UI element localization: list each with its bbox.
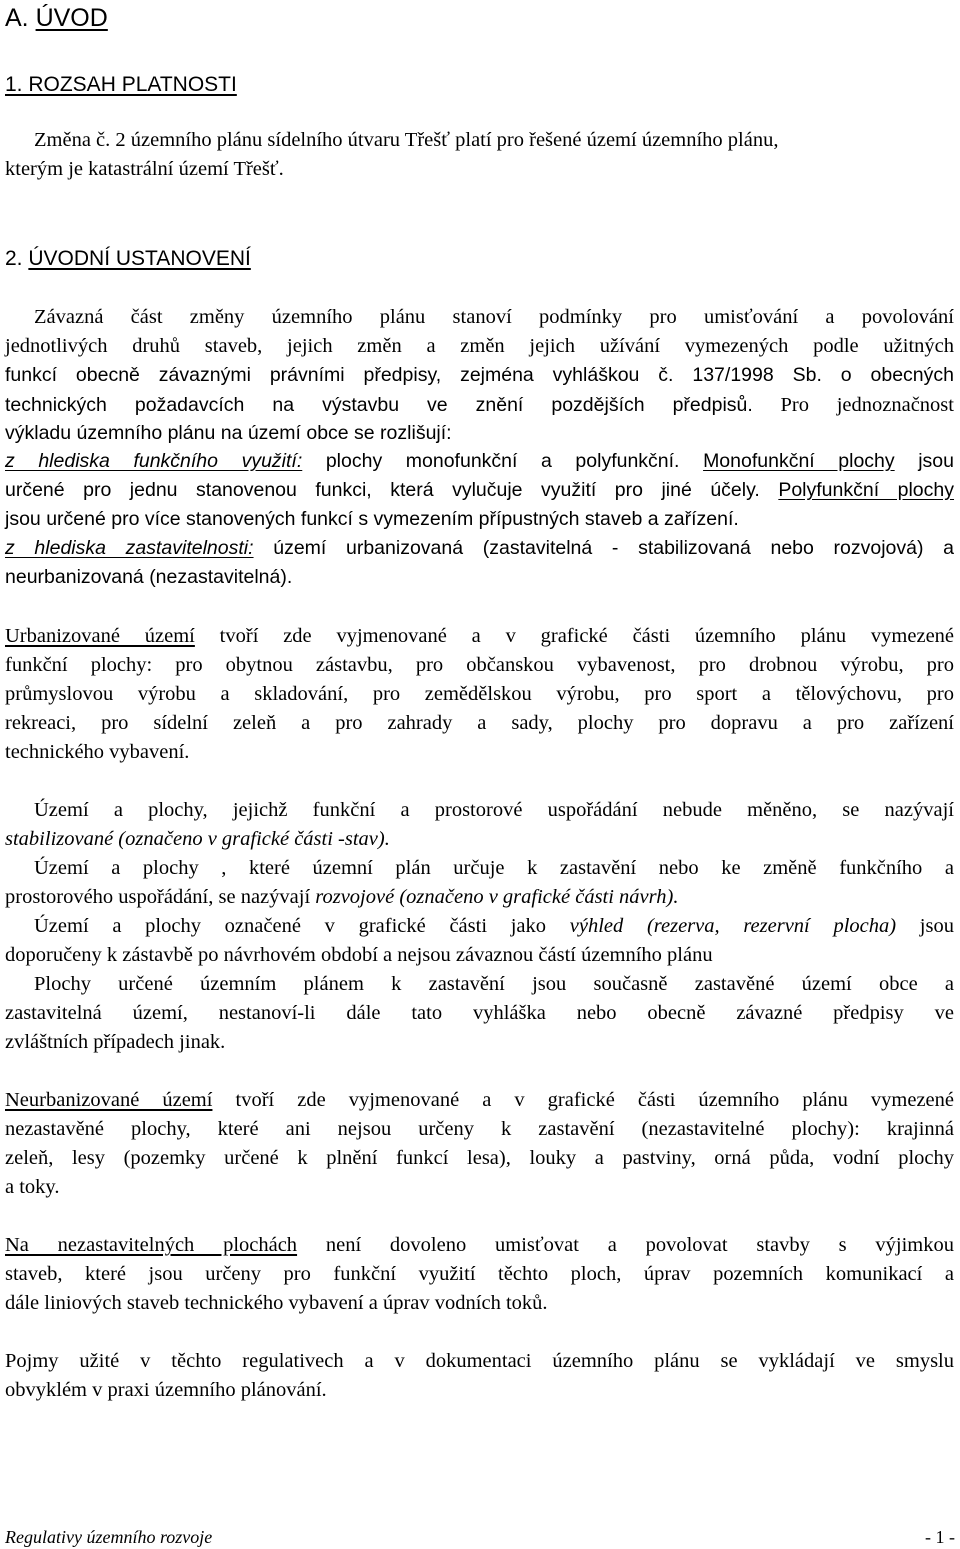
chapter-heading xyxy=(5,6,108,31)
nonbuild-line-1 xyxy=(5,1235,954,1256)
nonbuild-line-1-text: není dovoleno umisťovat a povolovat stavby s výjimkou xyxy=(297,1234,954,1256)
term-buildability: z hlediska zastavitelnosti: xyxy=(5,537,254,559)
intro-line-2: jednotlivých druhů staveb, jejich změn a změn jejich užívání vymezených podle užitných xyxy=(5,335,954,357)
nonurban-line-1 xyxy=(5,1090,954,1111)
urban-line-1-text: tvoří zde vyjmenované a v grafické části územního plánu vymezené xyxy=(194,625,955,647)
areas-line-5 xyxy=(34,916,954,937)
term-development: rozvojové (označeno v grafické části návrh). xyxy=(315,886,679,908)
intro-line-7 xyxy=(5,481,954,501)
term-monofunctional: Monofunkční plochy xyxy=(703,450,895,472)
term-polyfunctional: Polyfunkční plochy xyxy=(778,479,955,501)
areas-line-4 xyxy=(5,887,678,908)
intro-line-10: neurbanizovaná (nezastavitelná). xyxy=(5,566,293,588)
section-number: 2. xyxy=(5,247,29,270)
intro-line-7-text: určené pro jednu stanovenou funkci, která vylučuje využití pro jiné účely. xyxy=(5,479,779,501)
intro-line-8: jsou určené pro více stanovených funkcí s vymezením přípustných staveb a zařízení. xyxy=(5,508,739,530)
areas-line-8: zastavitelná území, nestanoví-li dále tato vyhláška nebo obecně závazné předpisy ve xyxy=(5,1002,954,1024)
intro-line-4-a: technických požadavcích na výstavbu ve znění pozdějších předpisů. xyxy=(5,394,753,416)
intro-line-4 xyxy=(5,395,954,416)
chapter-title: ÚVOD xyxy=(35,4,108,32)
urban-line-5: technického vybavení. xyxy=(5,741,190,763)
intro-line-9 xyxy=(5,539,954,559)
intro-line-3: funkcí obecně závaznými právními předpisy, zejména vyhláškou č. 137/1998 Sb. o obecných xyxy=(5,364,954,386)
intro-line-6-end: jsou xyxy=(894,450,955,472)
term-nonbuildable: Na nezastavitelných plochách xyxy=(5,1234,298,1256)
areas-line-3: Území a plochy , které územní plán určuje k zastavění nebo ke změně funkčního a xyxy=(34,857,954,879)
areas-line-7: Plochy určené územním plánem k zastavění jsou současně zastavěné území obce a xyxy=(34,973,954,995)
urban-line-3: průmyslovou výrobu a skladování, pro zemědělskou výrobu, pro sport a tělovýchovu, pro xyxy=(5,683,954,705)
nonurban-line-3: zeleň, lesy (pozemky určené k plnění funkcí lesa), louky a pastviny, orná půda, vodní plochy xyxy=(5,1147,954,1169)
nonbuild-line-3: dále liniových staveb technického vybavení a úprav vodních toků. xyxy=(5,1292,548,1314)
scope-line-2: kterým je katastrální území Třešť. xyxy=(5,158,284,180)
term-urbanized: Urbanizované území xyxy=(5,625,195,647)
areas-line-5-text: Území a plochy označené v grafické části jako xyxy=(34,915,570,937)
urban-line-2: funkční plochy: pro obytnou zástavbu, pro občanskou vybavenost, pro drobnou výrobu, pro xyxy=(5,654,954,676)
areas-line-6: doporučeny k zástavbě po návrhovém období a nejsou závaznou částí územního plánu xyxy=(5,944,713,966)
nonurban-line-2: nezastavěné plochy, které ani nejsou určeny k zastavění (nezastavitelné plochy): krajinná xyxy=(5,1118,954,1140)
section-heading-1: 1. ROZSAH PLATNOSTI xyxy=(5,73,237,96)
areas-line-5-end: jsou xyxy=(896,915,954,937)
areas-line-1: Území a plochy, jejichž funkční a prostorové uspořádání nebude měněno, se nazývají xyxy=(34,799,954,821)
areas-line-9: zvláštních případech jinak. xyxy=(5,1031,226,1053)
intro-line-6-text: plochy monofunkční a polyfunkční. xyxy=(302,450,704,472)
term-nonurbanized: Neurbanizované území xyxy=(5,1089,213,1111)
chapter-letter: A. xyxy=(5,4,36,32)
term-outlook: výhled (rezerva, rezervní plocha) xyxy=(569,915,897,937)
intro-line-5: výkladu územního plánu na území obce se rozlišují: xyxy=(5,422,452,444)
nonurban-line-1-text: tvoří zde vyjmenované a v grafické části územního plánu vymezené xyxy=(212,1089,954,1111)
section-heading-2 xyxy=(5,248,251,269)
intro-line-4-b: Pro jednoznačnost xyxy=(752,394,954,416)
urban-line-1 xyxy=(5,626,954,647)
nonurban-line-4: a toky. xyxy=(5,1176,60,1198)
term-functional-use: z hlediska funkčního využití: xyxy=(5,450,303,472)
nonbuild-line-2: staveb, které jsou určeny pro funkční využití těchto ploch, úprav pozemních komunikací a xyxy=(5,1263,954,1285)
page-footer xyxy=(5,1528,955,1546)
areas-line-2: stabilizované (označeno v grafické části -stav). xyxy=(5,828,390,850)
urban-line-4: rekreaci, pro sídelní zeleň a pro zahrady a sady, plochy pro dopravu a pro zařízení xyxy=(5,712,954,734)
section-title: ÚVODNÍ USTANOVENÍ xyxy=(28,247,251,270)
intro-line-6 xyxy=(5,452,954,472)
footer-title: Regulativy územního rozvoje xyxy=(5,1527,213,1547)
intro-line-1: Závazná část změny územního plánu stanoví podmínky pro umisťování a povolování xyxy=(34,306,954,328)
terms-line-2: obvyklém v praxi územního plánování. xyxy=(5,1379,327,1401)
terms-line-1: Pojmy užité v těchto regulativech a v dokumentaci územního plánu se vykládají ve smyslu xyxy=(5,1350,954,1372)
areas-line-4-text: prostorového uspořádání, se nazývají xyxy=(5,886,316,908)
intro-line-9-text: území urbanizovaná (zastavitelná - stabilizovaná nebo rozvojová) a xyxy=(253,537,954,559)
scope-line-1: Změna č. 2 územního plánu sídelního útvaru Třešť platí pro řešené území územního plánu, xyxy=(34,129,779,151)
page-number: - 1 - xyxy=(925,1527,955,1547)
